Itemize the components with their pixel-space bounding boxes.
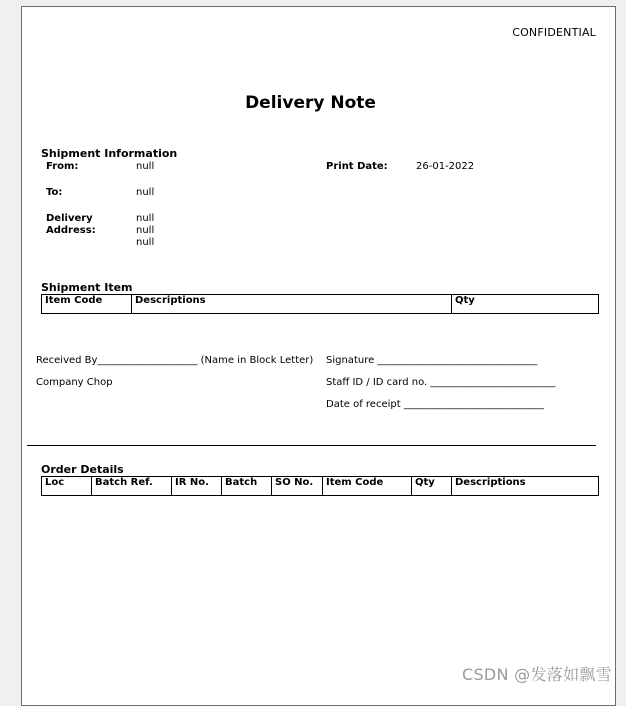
shipment-item-table: [41, 294, 599, 314]
column-header: Loc: [42, 477, 92, 496]
order-details-table: [41, 476, 599, 496]
document-title: Delivery Note: [245, 93, 376, 113]
section-divider: [27, 445, 596, 446]
company-chop-label: Company Chop: [36, 377, 113, 388]
staff-id-line: Staff ID / ID card no. _________________________: [326, 377, 556, 388]
watermark: CSDN @发落如飘雪: [461, 665, 612, 684]
column-header: Qty: [452, 295, 599, 314]
date-of-receipt-line: Date of receipt ____________________________: [326, 399, 544, 410]
column-header: Descriptions: [452, 477, 599, 496]
delivery-address-label: [46, 213, 96, 237]
shipment-information-heading: Shipment Information: [41, 147, 178, 160]
print-date-value: 26-01-2022: [416, 161, 475, 172]
document-page: [21, 6, 616, 706]
address-line: null: [136, 237, 155, 248]
order-details-heading: Order Details: [41, 463, 124, 476]
print-date-label: Print Date:: [326, 161, 388, 172]
column-header: SO No.: [272, 477, 323, 496]
column-header: Item Code: [323, 477, 412, 496]
delivery-label-line: Delivery: [46, 213, 93, 224]
address-label-line: Address:: [46, 225, 96, 236]
column-header: Qty: [412, 477, 452, 496]
from-label: From:: [46, 161, 79, 172]
received-by-line: Received By____________________ (Name in Block Letter): [36, 355, 314, 366]
column-header: Batch: [222, 477, 272, 496]
to-label: To:: [46, 187, 63, 198]
from-value: null: [136, 161, 155, 172]
table-header-row: [42, 295, 599, 314]
table-header-row: [42, 477, 599, 496]
signature-line: Signature ________________________________: [326, 355, 538, 366]
delivery-address-value: [136, 213, 154, 249]
confidential-label: CONFIDENTIAL: [512, 26, 596, 39]
column-header: IR No.: [172, 477, 222, 496]
column-header: Descriptions: [132, 295, 452, 314]
shipment-item-heading: Shipment Item: [41, 281, 133, 294]
address-line: null: [136, 225, 155, 236]
column-header: Item Code: [42, 295, 132, 314]
address-line: null: [136, 213, 155, 224]
column-header: Batch Ref.: [92, 477, 172, 496]
to-value: null: [136, 187, 155, 198]
